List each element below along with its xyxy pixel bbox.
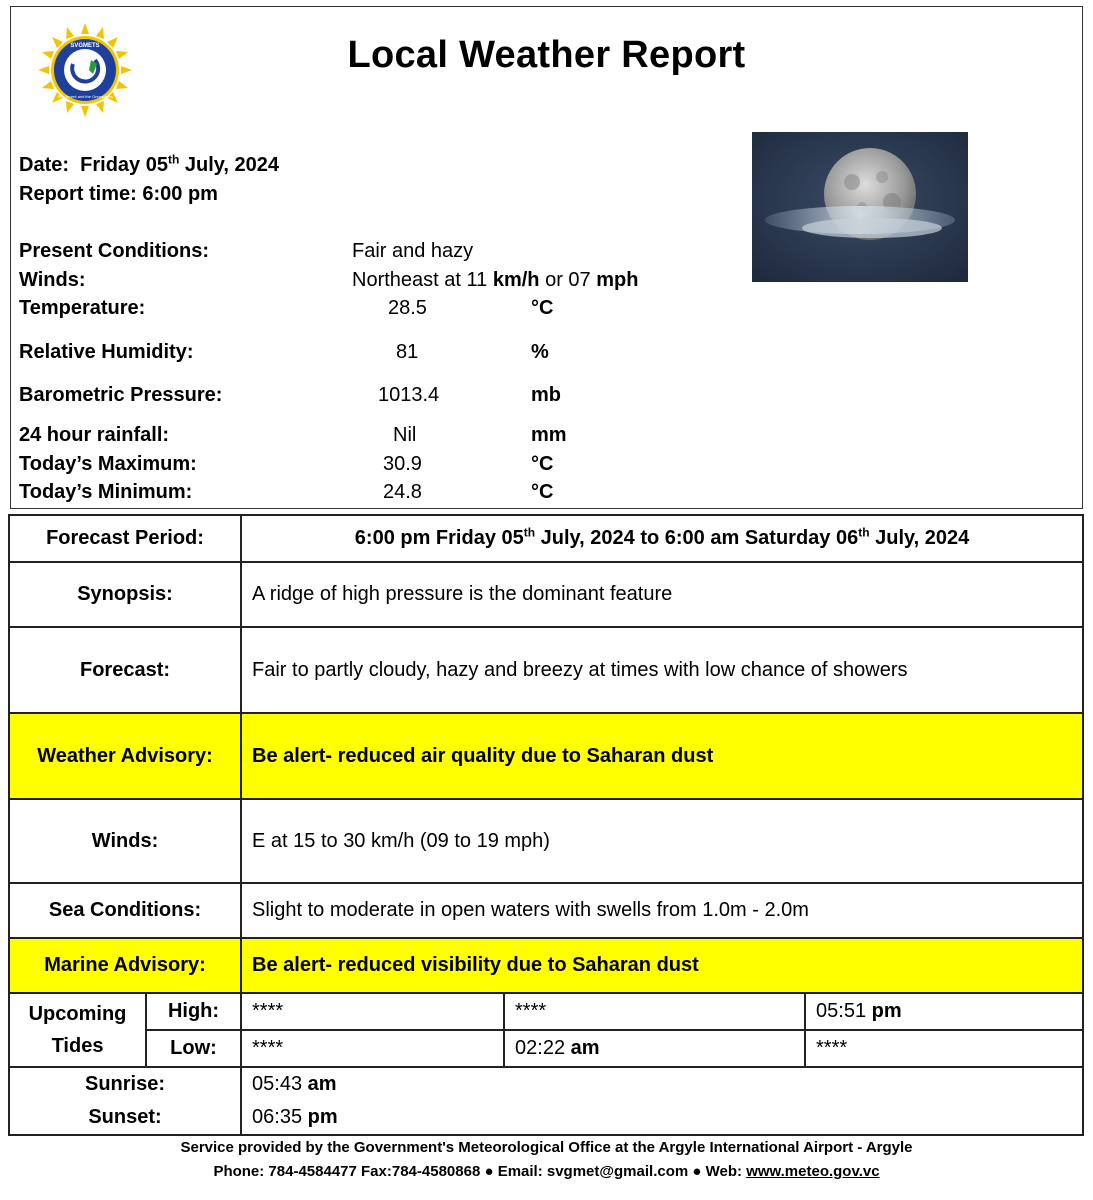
sun-times: 05:43 am 06:35 pm bbox=[241, 1067, 1083, 1135]
tide-low-row bbox=[9, 1030, 1083, 1067]
minimum-label: Today’s Minimum: bbox=[19, 481, 193, 503]
page-title: Local Weather Report bbox=[347, 34, 746, 76]
footer-contact-line: Phone: 784-4584477 Fax:784-4580868 ● Email: svgmet@gmail.com ● Web: www.meteo.gov.vc bbox=[213, 1163, 880, 1180]
maximum-value: 30.9 bbox=[383, 453, 422, 475]
humidity-label: Relative Humidity: bbox=[19, 341, 194, 363]
forecast-winds-value: E at 15 to 30 km/h (09 to 19 mph) bbox=[241, 799, 1083, 883]
forecast-row bbox=[9, 627, 1083, 713]
sea-conditions-value: Slight to moderate in open waters with swells from 1.0m - 2.0m bbox=[241, 883, 1083, 938]
tide-low-3: **** bbox=[805, 1030, 1083, 1067]
present-conditions-label: Present Conditions: bbox=[19, 240, 210, 262]
forecast-table bbox=[8, 514, 1084, 1136]
sun-labels bbox=[9, 1067, 241, 1135]
tide-low-1: **** bbox=[241, 1030, 504, 1067]
maximum-label: Today’s Maximum: bbox=[19, 453, 197, 475]
humidity-value: 81 bbox=[396, 341, 419, 363]
temperature-value: 28.5 bbox=[388, 297, 427, 319]
tide-high-1: **** bbox=[241, 993, 504, 1030]
winds-label: Winds: bbox=[19, 269, 86, 291]
forecast-label: Forecast: bbox=[9, 627, 241, 713]
present-conditions-value: Fair and hazy bbox=[352, 240, 474, 262]
footer-service-line: Service provided by the Government's Meteorological Office at the Argyle International Airport - Argyle bbox=[180, 1139, 913, 1156]
winds-value: Northeast at 11 km/h or 07 mph bbox=[352, 269, 639, 291]
tide-low-2: 02:22 am bbox=[504, 1030, 805, 1067]
pressure-value: 1013.4 bbox=[378, 384, 440, 406]
report-time: Report time: 6:00 pm bbox=[19, 183, 218, 205]
forecast-winds-row bbox=[9, 799, 1083, 883]
synopsis-row bbox=[9, 562, 1083, 627]
pressure-unit: mb bbox=[531, 384, 561, 406]
tide-high-2: **** bbox=[504, 993, 805, 1030]
weather-advisory-label: Weather Advisory: bbox=[9, 713, 241, 799]
moon-cloud-icon bbox=[752, 132, 968, 282]
sea-conditions-label: Sea Conditions: bbox=[9, 883, 241, 938]
forecast-winds-label: Winds: bbox=[9, 799, 241, 883]
logo-ring-text: SVGMETS bbox=[70, 43, 100, 49]
forecast-period-row bbox=[9, 515, 1083, 562]
sun-row bbox=[9, 1067, 1083, 1135]
forecast-value: Fair to partly cloudy, hazy and breezy at times with low chance of showers bbox=[241, 627, 1083, 713]
marine-advisory-row bbox=[9, 938, 1083, 993]
marine-advisory-value: Be alert- reduced visibility due to Saharan dust bbox=[241, 938, 1083, 993]
tide-high-3: 05:51 pm bbox=[805, 993, 1083, 1030]
rainfall-label: 24 hour rainfall: bbox=[19, 424, 170, 446]
temperature-unit: °C bbox=[531, 297, 554, 319]
weather-advisory-value: Be alert- reduced air quality due to Saharan dust bbox=[241, 713, 1083, 799]
marine-advisory-label: Marine Advisory: bbox=[9, 938, 241, 993]
pressure-label: Barometric Pressure: bbox=[19, 384, 223, 406]
forecast-period-label: Forecast Period: bbox=[9, 515, 241, 562]
tide-high-label: High: bbox=[146, 993, 241, 1030]
tide-low-label: Low: bbox=[146, 1030, 241, 1067]
minimum-unit: °C bbox=[531, 481, 554, 503]
rainfall-value: Nil bbox=[393, 424, 417, 446]
rainfall-unit: mm bbox=[531, 424, 567, 446]
upcoming-tides-label: Upcoming Tides bbox=[9, 993, 146, 1067]
maximum-unit: °C bbox=[531, 453, 554, 475]
logo-bottom-text: St. Vincent and the Grenadines bbox=[57, 94, 113, 99]
forecast-period-value: 6:00 pm Friday 05th July, 2024 to 6:00 am Saturday 06th July, 2024 bbox=[241, 515, 1083, 562]
synopsis-label: Synopsis: bbox=[9, 562, 241, 627]
sunset-label: Sunset: bbox=[88, 1106, 162, 1128]
website-link[interactable]: www.meteo.gov.vc bbox=[746, 1163, 880, 1180]
humidity-unit: % bbox=[531, 341, 549, 363]
temperature-label: Temperature: bbox=[19, 297, 146, 319]
report-date: Date: Friday 05th July, 2024 bbox=[19, 152, 279, 176]
sea-conditions-row bbox=[9, 883, 1083, 938]
tide-high-row bbox=[9, 993, 1083, 1030]
weather-advisory-row bbox=[9, 713, 1083, 799]
sunrise-label: Sunrise: bbox=[84, 1073, 166, 1095]
synopsis-value: A ridge of high pressure is the dominant feature bbox=[241, 562, 1083, 627]
minimum-value: 24.8 bbox=[383, 481, 422, 503]
